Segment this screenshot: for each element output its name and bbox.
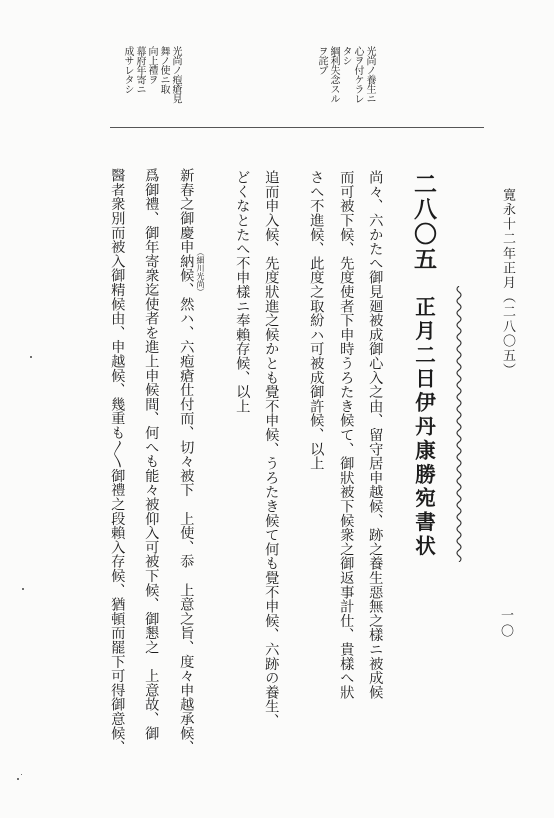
body-column: 而可被下候、先度使者下申時うろたき候て、御狀被下候衆之御返事計仕、貴樣へ狀 bbox=[338, 170, 355, 700]
body-column: どくなとたへ不申樣ニ奉賴存候、以上 bbox=[234, 170, 251, 414]
running-head: 寛永十二年正月（二八〇五） bbox=[500, 188, 515, 378]
margin-note: 舞ノ使ニ取 bbox=[158, 46, 169, 94]
document-number: 二八〇五 bbox=[410, 172, 437, 272]
scan-speck bbox=[30, 356, 32, 358]
document-title: 正月二日伊丹康勝宛書状 bbox=[411, 296, 436, 559]
scan-speck bbox=[17, 778, 19, 780]
margin-rule bbox=[110, 127, 484, 128]
margin-note: 光尚ノ疱瘡見 bbox=[170, 46, 181, 103]
body-column: 爲御禮、御年寄衆迄使者を進上申候間、何へも能々被仰入可被下候、御懇之 上意故、御 bbox=[143, 168, 160, 740]
body-column: 醫者衆別而被入御精候由、申越候、幾重も〳〵御禮之段賴入存候、猶頓而罷下可得御意候、 bbox=[109, 168, 126, 755]
margin-note: 綱利失念スル bbox=[328, 46, 339, 103]
page-number: 一〇 bbox=[498, 608, 513, 640]
interlinear-note: （細川光尚） bbox=[196, 248, 205, 296]
body-column: 新春之御慶申納候、然ハ、六疱瘡仕付而、切々被下 上使、忝 上意之旨、度々申越承候、 bbox=[178, 168, 195, 755]
body-column: さへ不進候、此度之取紛ハ可被成御許候、以上 bbox=[308, 170, 325, 471]
margin-note: ヲ詫ブ bbox=[316, 46, 327, 75]
body-column: 追而申入候、先度狀進之候かとも覺不申候、うろたき候て何も覺不申候、六跡の養生、 bbox=[263, 170, 280, 728]
scan-speck bbox=[21, 774, 22, 775]
body-column: 尚々、六かたへ御見廻被成御心入之由、留守居申越候、跡之養生惡無之樣ニ被成候 bbox=[367, 170, 384, 700]
margin-note: 光尚ノ養生ニ bbox=[364, 46, 375, 103]
margin-note: 向上禮ヲ bbox=[146, 46, 157, 84]
margin-note: 幕府年寄ニ bbox=[134, 46, 145, 94]
scan-speck bbox=[22, 588, 24, 590]
wavy-divider bbox=[453, 286, 465, 562]
margin-note: 心ヲ付ケラレ bbox=[352, 46, 363, 103]
margin-note: タシ bbox=[340, 46, 351, 65]
margin-note: 成サレタシ bbox=[122, 46, 133, 94]
